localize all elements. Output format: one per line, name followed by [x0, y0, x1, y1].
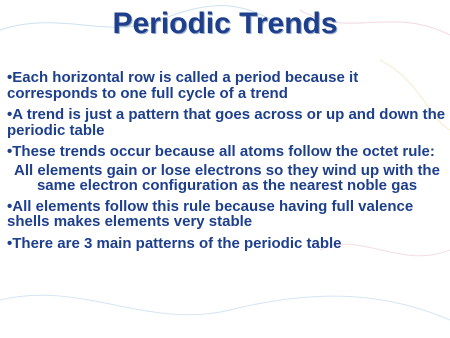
- bullet-text-octet: These trends occur because all atoms follow the octet rule:: [12, 143, 435, 160]
- bullet-text-stable: All elements follow this rule because having full valence shells makes elements very stable: [7, 197, 414, 230]
- bullet-text-period: Each horizontal row is called a period because it corresponds to one full cycle of a trend: [7, 69, 359, 102]
- bullet-dot: •: [7, 234, 13, 252]
- swirl-line-bottom: [0, 295, 450, 320]
- bullet-item: [7, 70, 447, 101]
- bullet-dot: •: [7, 197, 13, 215]
- bullet-item: [7, 144, 447, 160]
- slide-content: [7, 70, 447, 257]
- bullet-item: [7, 236, 447, 252]
- bullet-text-trend: A trend is just a pattern that goes across or up and down the periodic table: [7, 106, 446, 139]
- octet-rule-statement: All elements gain or lose electrons so they wind up with the same electron configuration as the nearest noble gas: [14, 161, 440, 194]
- bullet-item: [7, 107, 447, 138]
- bullet-dot: •: [7, 106, 13, 123]
- bullet-dot: •: [7, 143, 13, 160]
- bullet-dot: •: [7, 69, 13, 86]
- bullet-item: [7, 199, 447, 230]
- bullet-text-patterns: There are 3 main patterns of the periodic table: [12, 234, 342, 252]
- slide-title: Periodic Trends: [112, 7, 338, 40]
